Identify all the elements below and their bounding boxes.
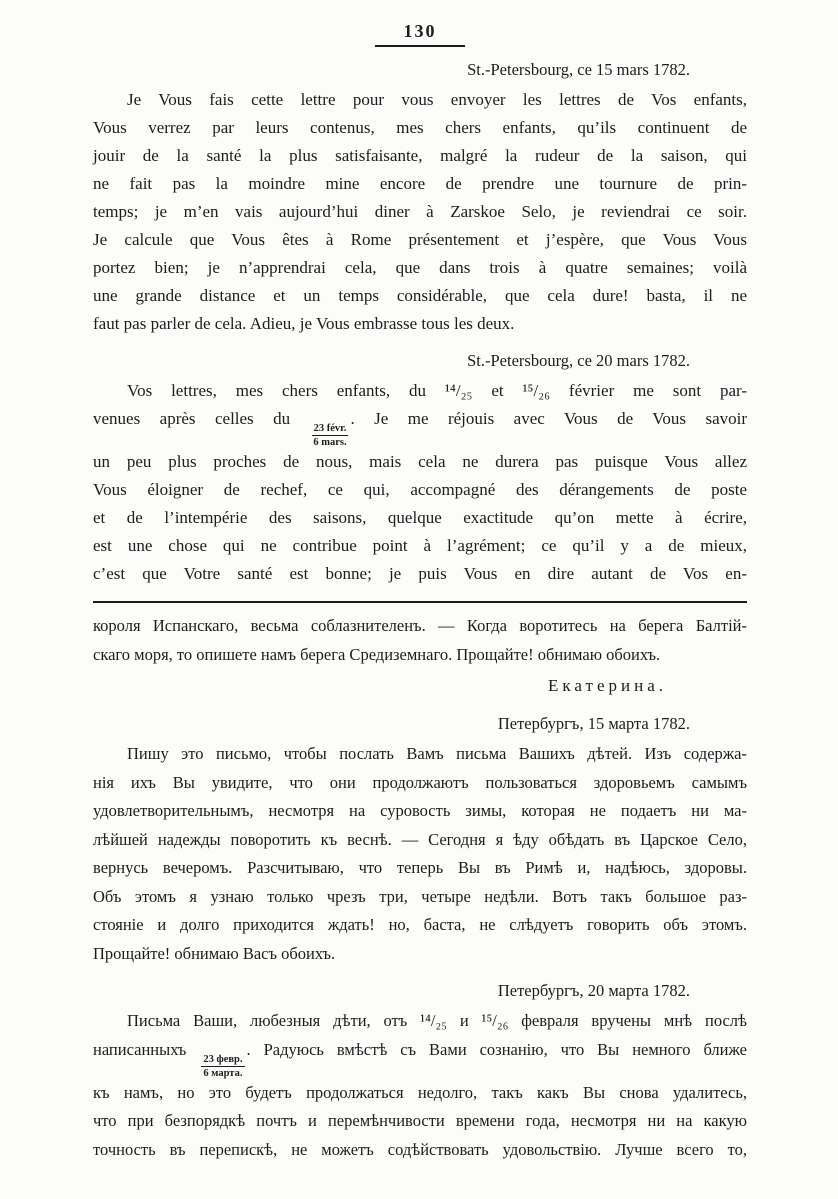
text-line: скаго моря, то опишете намъ берега Средиземнаго. Прощайте! обнимаю обоихъ. <box>93 644 661 664</box>
text-line: Письма Ваши, любезныя дѣти, отъ ¹⁴/₂₅ и ¹⁵/₂₆ февраля вручены мнѣ послѣ <box>127 1011 747 1030</box>
dateline: St.-Petersbourg, ce 20 mars 1782. <box>467 351 690 370</box>
text-line: Vos lettres, mes chers enfants, du ¹⁴/₂₅ et ¹⁵/₂₆ février me sont par- <box>127 381 747 400</box>
fraction-line-post: . Радуюсь вмѣстѣ съ Вами сознанію, что Вы немного ближе <box>246 1039 748 1059</box>
text-line: вернусь вечеромъ. Разсчитываю, что теперь Вы въ Римѣ и, надѣюсь, здоровы. <box>93 858 747 877</box>
fraction-line-post: . Je me réjouis avec Vous de Vous savoir <box>350 409 747 428</box>
text-line: portez bien; je n’apprendrai cela, que dans trois à quatre semaines; voilà <box>93 258 747 277</box>
signature: Екатерина. <box>548 676 667 695</box>
text-line-with-fraction <box>93 1036 747 1079</box>
dateline: St.-Petersbourg, ce 15 mars 1782. <box>467 60 690 79</box>
text-line: jouir de la santé la plus satisfaisante, malgré la rudeur de la saison, qui <box>93 146 747 165</box>
text-line: c’est que Votre santé est bonne; je puis Vous en dire autant de Vos en- <box>93 564 747 583</box>
text-line-with-fraction <box>93 405 747 448</box>
fraction-line-pre: venues après celles du <box>93 409 291 428</box>
page-number: 130 <box>403 21 437 41</box>
letter-body <box>93 377 747 588</box>
text-line: un peu plus proches de nous, mais cela ne durera pas puisque Vous allez <box>93 452 747 471</box>
french-letter-1 <box>93 59 747 338</box>
dateline: Петербургъ, 15 марта 1782. <box>497 714 690 733</box>
fraction-denominator: 6 марта. <box>203 1067 243 1079</box>
text-line: къ намъ, но это будетъ продолжаться недолго, такъ какъ Вы снова удалитесь, <box>93 1082 747 1102</box>
text-line: est une chose qui ne contribue point à l’agrément; ce qu’il y a de mieux, <box>93 536 747 555</box>
text-line: Vous verrez par leurs contenus, mes chers enfants, qu’ils continuent de <box>93 118 747 137</box>
text-line: точность въ перепискѣ, не можетъ содѣйствовать удовольствію. Лучше всего то, <box>93 1139 747 1159</box>
date-fraction <box>201 1054 244 1079</box>
text-line: лѣйшей надежды поворотить къ веснѣ. — Сегодня я ѣду обѣдать въ Царское Село, <box>93 829 747 849</box>
date-fraction <box>312 423 349 448</box>
letter-body <box>93 86 747 338</box>
text-line: удовлетворительнымъ, несмотря на суровость зимы, которая не подаетъ ни ма- <box>93 801 747 820</box>
text-line: faut pas parler de cela. Adieu, je Vous embrasse tous les deux. <box>93 314 515 333</box>
text-line: Je Vous fais cette lettre pour vous envoyer les lettres de Vos enfants, <box>127 90 747 109</box>
text-line: Je calcule que Vous êtes à Rome présentement et j’espère, que Vous Vous <box>93 230 747 249</box>
text-line: короля Испанскаго, весьма соблазнителенъ. — Когда воротитесь на берега Балтій- <box>93 616 747 635</box>
page-number-rule <box>375 45 465 47</box>
fraction-line-pre: написанныхъ <box>93 1039 187 1059</box>
text-line: Объ этомъ я узнаю только чрезъ три, четыре недѣли. Вотъ такъ большое раз- <box>93 886 747 906</box>
page-header <box>93 20 747 47</box>
fraction-numerator: 23 févr. <box>313 423 347 434</box>
russian-footnote-continuation <box>93 612 747 701</box>
text-line: temps; je m’en vais aujourd’hui diner à Zarskoe Selo, je reviendrai ce soir. <box>93 202 747 221</box>
text-line: Vous éloigner de rechef, ce qui, accompagné des dérangements de poste <box>93 480 747 499</box>
text-line: Пишу это письмо, чтобы послать Вамъ письма Вашихъ дѣтей. Изъ содержа- <box>127 744 747 763</box>
letter-body <box>93 1007 747 1164</box>
french-letter-2 <box>93 350 747 588</box>
dateline: Петербургъ, 20 марта 1782. <box>497 981 690 1000</box>
text-line: et de l’intempérie des saisons, quelque exactitude qu’on mette à écrire, <box>93 508 747 527</box>
russian-letter-2 <box>93 980 747 1164</box>
text-line: стояніе и долго приходится ждать! но, баста, не слѣдуетъ говорить объ этомъ. <box>93 915 747 934</box>
text-line: une grande distance et un temps considérable, que cela dure! basta, il ne <box>93 286 747 305</box>
fraction-numerator: 23 февр. <box>203 1053 243 1065</box>
letter-body <box>93 740 747 968</box>
text-line: нія ихъ Вы увидите, что они продолжаютъ пользоваться здоровьемъ самымъ <box>93 772 747 792</box>
text-line: ne fait pas la moindre mine encore de prendre une tournure de prin- <box>93 174 747 193</box>
fraction-denominator: 6 mars. <box>313 437 347 448</box>
russian-letter-1 <box>93 713 747 968</box>
text-line: Прощайте! обнимаю Васъ обоихъ. <box>93 943 336 963</box>
text-line: что при безпорядкѣ почтъ и перемѣнчивости времени года, несмотря ни на какую <box>93 1111 747 1130</box>
footnote-separator-rule <box>93 601 747 603</box>
letter-body <box>93 612 747 669</box>
